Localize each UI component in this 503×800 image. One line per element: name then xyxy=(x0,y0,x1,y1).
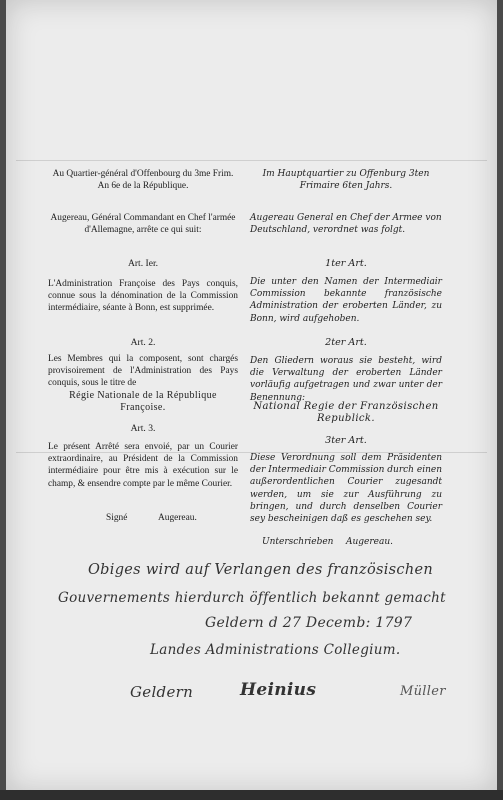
handwritten-collegium: Landes Administrations Collegium. xyxy=(150,642,401,658)
german-regie-title: National Regie der Französischen Republick. xyxy=(253,401,439,425)
french-header: Au Quartier-général d'Offenbourg du 3me Frim. An 6e de la République. xyxy=(52,169,234,192)
handwritten-line-1: Obiges wird auf Verlangen des französischen xyxy=(88,562,433,578)
signature-2: Heinius xyxy=(240,680,317,700)
german-article-3-text: Diese Verordnung soll dem Präsidenten der Intermediair Commission durch einen außerordentlichen Courier zugesandt werden, um sie zur Ausführung zu bringen, und durch denselben Courier sey bescheinigen daß es geschehen sey. xyxy=(250,453,442,525)
handwritten-line-2: Gouvernements hierdurch öffentlich bekannt gemacht xyxy=(58,590,446,606)
french-article-3-text: Le présent Arrêté sera envoié, par un Courier extraordinaire, au Président de la Commission intermédiaire pour être mis à exécution sur le champ, & ensendre compte par le même Courier. xyxy=(48,442,238,489)
french-article-2-text: Les Membres qui la composent, sont chargés provisoirement de l'Administration des Pays conquis, sous le titre de xyxy=(48,354,238,389)
french-article-1-text: L'Administration Françoise des Pays conquis, connue sous la dénomination de la Commission intermédiaire, séante à Bonn, est supprimée. xyxy=(48,279,238,314)
french-article-3-title: Art. 3. xyxy=(130,423,156,434)
german-article-2-text: Den Gliedern woraus sie besteht, wird die Verwaltung der eroberten Länder vorläufig aufgetragen und zwar unter der Benennung: xyxy=(250,356,442,403)
paper-fold xyxy=(16,160,487,161)
french-regie-title: Régie Nationale de la République Françoise. xyxy=(69,390,217,414)
french-intro: Augereau, Général Commandant en Chef l'armée d'Allemagne, arrête ce qui suit: xyxy=(50,213,236,236)
french-signed-label: Signé xyxy=(106,513,128,523)
german-article-2-title: 2ter Art. xyxy=(325,337,367,348)
french-article-2-title: Art. 2. xyxy=(130,337,156,348)
french-signer: Augereau. xyxy=(158,513,197,523)
background-edge xyxy=(0,790,503,800)
german-signer: Augereau. xyxy=(346,537,394,547)
german-article-1-text: Die unter den Namen der Intermediair Commission bekannte französische Administration der eroberten Länder, zu Bonn, wird aufgehoben. xyxy=(250,277,442,324)
german-intro: Augereau General en Chef der Armee von Deutschland, verordnet was folgt. xyxy=(250,213,442,236)
german-signed-label: Unterschrieben xyxy=(262,537,334,547)
german-article-3-title: 3ter Art. xyxy=(325,435,367,446)
french-article-1-title: Art. Ier. xyxy=(127,258,159,269)
signature-3: Müller xyxy=(400,684,446,699)
german-header: Im Hauptquartier zu Offenburg 3ten Frimaire 6ten Jahrs. xyxy=(262,169,430,192)
signature-1: Geldern xyxy=(130,683,194,701)
handwritten-place-date: Geldern d 27 Decemb: 1797 xyxy=(205,615,413,631)
german-article-1-title: 1ter Art. xyxy=(325,258,367,269)
